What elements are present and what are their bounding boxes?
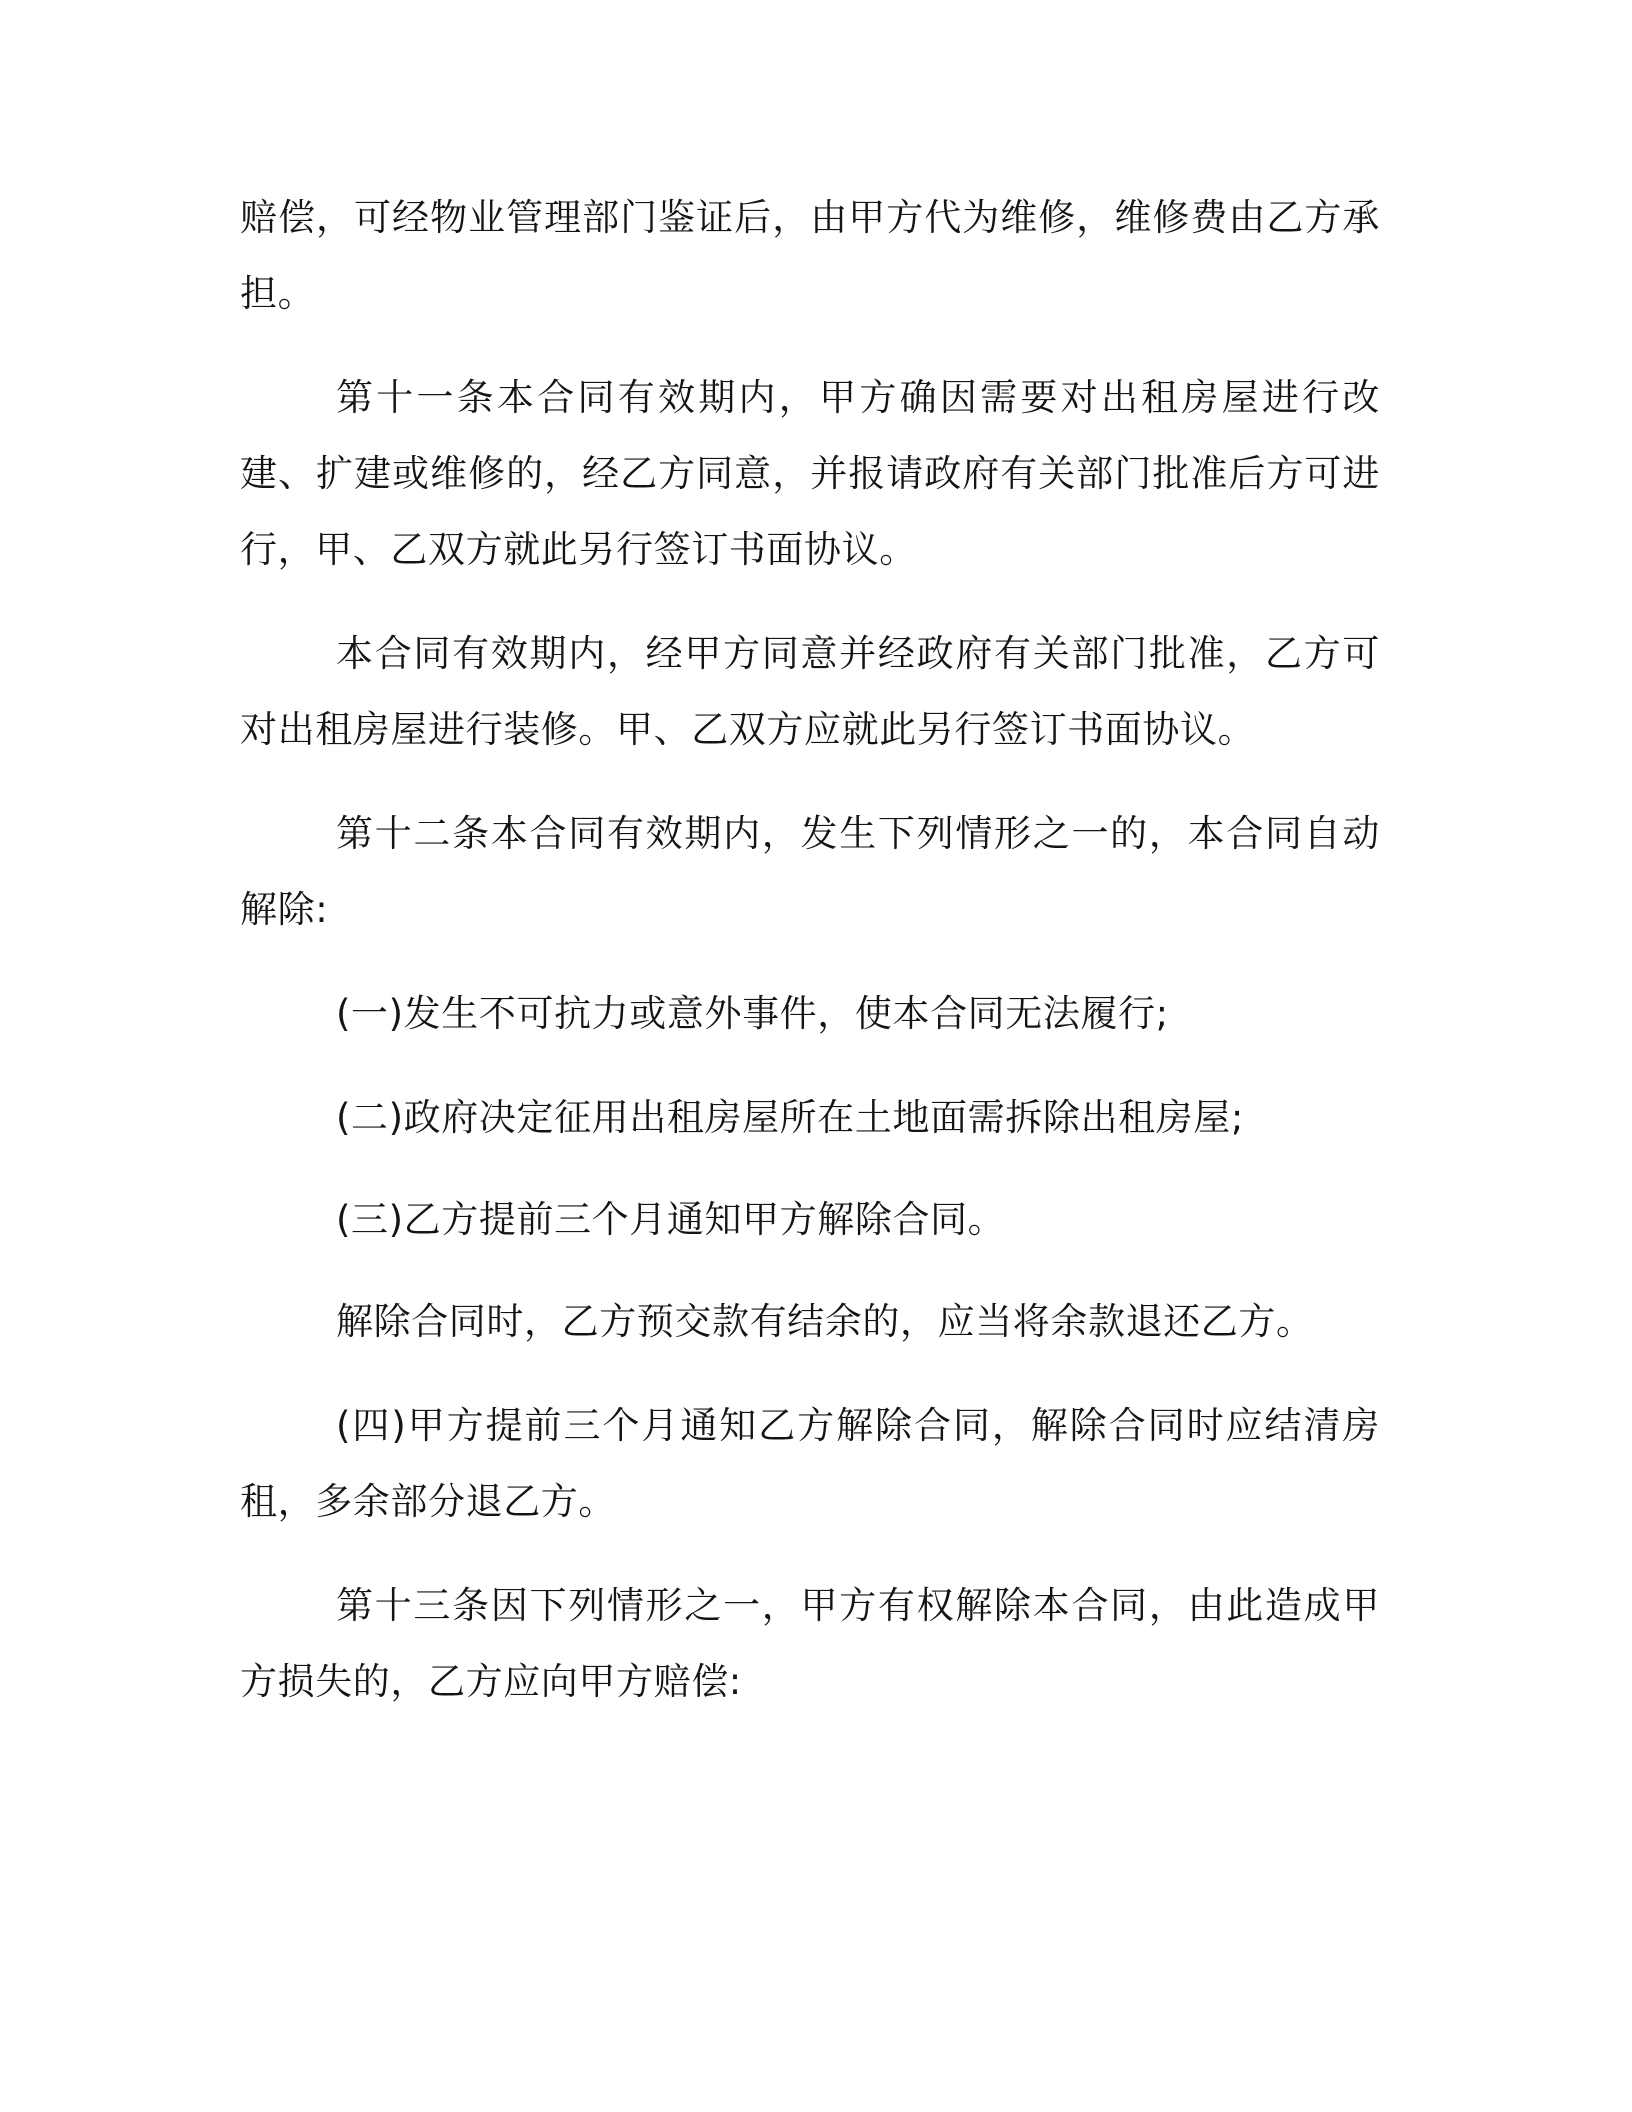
paragraph-1: 赔偿，可经物业管理部门鉴证后，由甲方代为维修，维修费由乙方承担。 [240, 196, 1380, 315]
paragraph-item-4: (四)甲方提前三个月通知乙方解除合同，解除合同时应结清房租，多余部分退乙方。 [240, 1404, 1380, 1523]
paragraph-refund: 解除合同时，乙方预交款有结余的，应当将余款退还乙方。 [336, 1300, 1314, 1343]
paragraph-item-1: (一)发生不可抗力或意外事件，使本合同无法履行; [336, 992, 1169, 1035]
paragraph-article-11: 第十一条本合同有效期内，甲方确因需要对出租房屋进行改建、扩建或维修的，经乙方同意，并报请政府有关部门批准后方可进行，甲、乙双方就此另行签订书面协议。 [240, 376, 1380, 571]
paragraph-article-12: 第十二条本合同有效期内，发生下列情形之一的，本合同自动解除: [240, 812, 1380, 931]
paragraph-item-2: (二)政府决定征用出租房屋所在土地面需拆除出租房屋; [336, 1096, 1244, 1139]
paragraph-item-3: (三)乙方提前三个月通知甲方解除合同。 [336, 1198, 1006, 1241]
paragraph-renovation: 本合同有效期内，经甲方同意并经政府有关部门批准，乙方可对出租房屋进行装修。甲、乙双方应就此另行签订书面协议。 [240, 632, 1380, 751]
paragraph-article-13: 第十三条因下列情形之一，甲方有权解除本合同，由此造成甲方损失的，乙方应向甲方赔偿: [240, 1584, 1380, 1703]
